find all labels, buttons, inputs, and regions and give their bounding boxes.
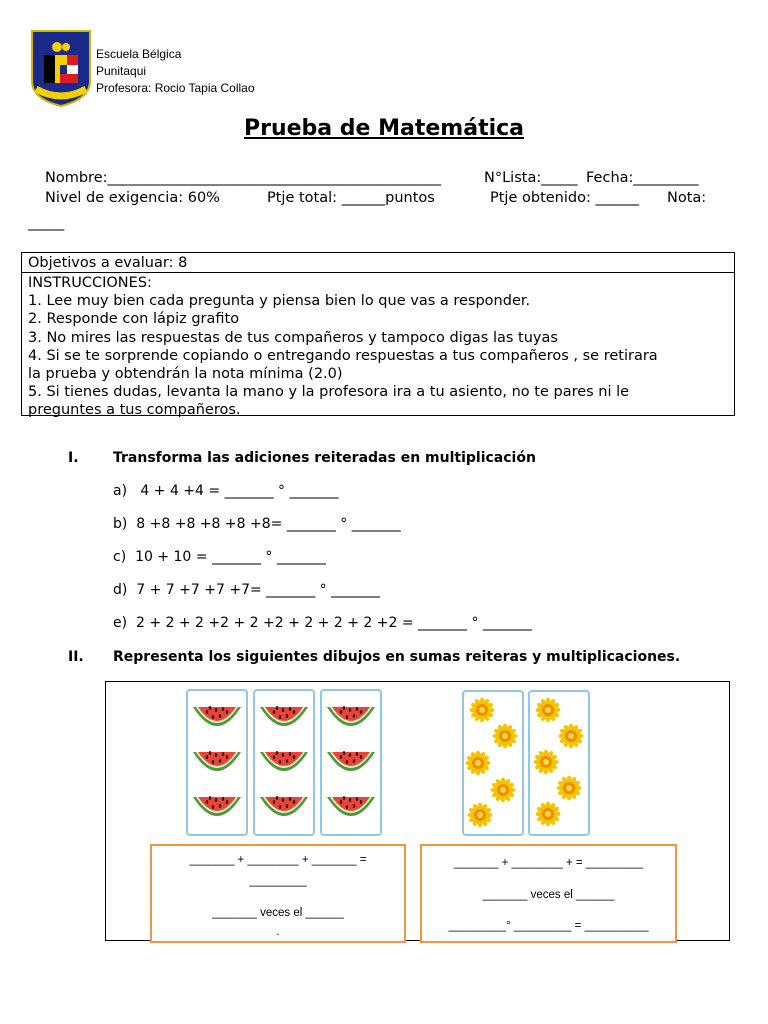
exercise-text: 2 + 2 + 2 +2 + 2 +2 + 2 + 2 + 2 +2 = _______ ° _______ <box>135 615 532 631</box>
answer-line: _______ veces el ______ <box>212 907 344 919</box>
exercise-text: 8 +8 +8 +8 +8 +8= _______ ° _______ <box>136 516 401 532</box>
answer-line: . <box>276 926 280 938</box>
answer-line: _________° _________ = __________ <box>448 920 649 932</box>
flower-group-card <box>462 690 524 836</box>
instructions-list <box>22 273 734 420</box>
instruction-line: 2. Responde con lápiz grafito <box>28 311 240 328</box>
left-answer-box[interactable] <box>150 844 406 943</box>
exercise-letter: e) <box>113 615 128 631</box>
instruction-line: 1. Lee muy bien cada pregunta y piensa bien lo que vas a responder. <box>28 293 531 310</box>
exercise-letter: b) <box>113 516 128 532</box>
answer-line: _______ + ________ + = _________ <box>453 857 644 869</box>
instruction-line: 4. Si se te sorprende copiando o entregando respuestas a tus compañeros , se retirara <box>28 347 658 364</box>
instructions-box <box>21 252 735 419</box>
school-town: Punitaqui <box>96 64 147 78</box>
school-name: Escuela Bélgica <box>96 47 182 61</box>
exercise-text: 10 + 10 = _______ ° _______ <box>135 549 326 565</box>
total-score-field[interactable]: Ptje total: ______puntos <box>267 190 435 206</box>
exercise-letter: d) <box>113 582 128 598</box>
instruction-line: la prueba y obtendrán la nota mínima (2.0) <box>28 366 343 383</box>
list-number-field[interactable]: N°Lista:_____ <box>484 170 578 186</box>
teacher-name: Profesora: Rocio Tapia Collao <box>96 81 255 95</box>
name-field[interactable]: Nombre:______________________________________________ <box>45 170 441 186</box>
right-answer-box[interactable] <box>420 844 677 943</box>
instruction-line: preguntes a tus compañeros. <box>28 402 241 419</box>
section-2-title: Representa los siguientes dibujos en sumas reiteras y multiplicaciones. <box>113 649 681 665</box>
frame-top-line <box>666 681 730 682</box>
answer-line: _______ + ________ + _______ = <box>189 854 367 866</box>
grade-label: Nota: <box>667 190 707 206</box>
answer-line: _______ veces el ______ <box>482 889 615 901</box>
instructions-heading: INSTRUCCIONES: <box>28 275 152 291</box>
exercise-text: 4 + 4 +4 = _______ ° _______ <box>135 483 339 499</box>
watermelon-group-card <box>320 689 382 836</box>
flower-group-card <box>528 690 590 836</box>
obtained-score-field[interactable]: Ptje obtenido: ______ <box>490 190 639 206</box>
exercise-letter: a) <box>113 483 128 499</box>
exercise-e[interactable] <box>113 615 532 631</box>
instruction-line: 5. Si tienes dudas, levanta la mano y la profesora ira a tu asiento, no te pares ni le <box>28 384 630 401</box>
section-1-title: Transforma las adiciones reiteradas en multiplicación <box>113 450 536 466</box>
exercise-letter: c) <box>113 549 127 565</box>
exercise-b[interactable] <box>113 516 401 532</box>
exercise-text: 7 + 7 +7 +7 +7= _______ ° _______ <box>136 582 381 598</box>
exercise-c[interactable] <box>113 549 326 565</box>
grade-field[interactable]: _____ <box>28 215 65 231</box>
objectives-text: Objetivos a evaluar: 8 <box>22 253 734 273</box>
level-label: Nivel de exigencia: 60% <box>45 190 220 206</box>
school-logo <box>30 29 92 107</box>
date-field[interactable]: Fecha:_________ <box>586 170 699 186</box>
watermelon-group-card <box>253 689 315 836</box>
watermelon-group-card <box>186 689 248 836</box>
section-1-number: I. <box>68 450 79 466</box>
frame-top-line <box>105 681 171 682</box>
exercise-a[interactable] <box>113 483 338 499</box>
section-2-number: II. <box>68 649 84 665</box>
answer-line: _________ <box>249 875 307 887</box>
instruction-line: 3. No mires las respuestas de tus compañeros y tampoco digas las tuyas <box>28 329 558 346</box>
page-title: Prueba de Matemática <box>243 116 525 141</box>
exercise-d[interactable] <box>113 582 380 598</box>
school-header <box>96 46 255 97</box>
